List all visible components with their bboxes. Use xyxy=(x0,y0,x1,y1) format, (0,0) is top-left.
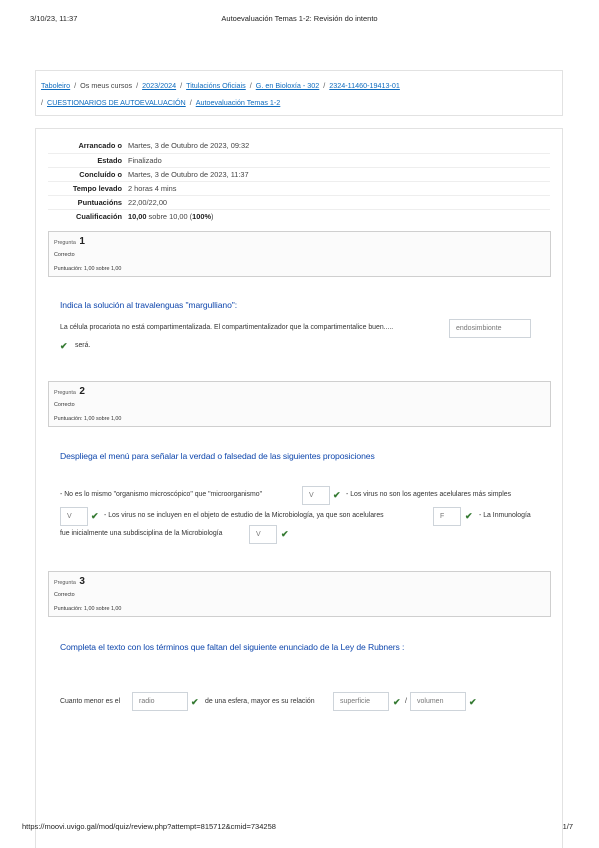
question-text-1: Indica la solución al travalenguas "margulliano": xyxy=(60,300,238,310)
summary-value: Martes, 3 de Outubro de 2023, 09:32 xyxy=(128,141,250,150)
print-date: 3/10/23, 11:37 xyxy=(30,14,78,23)
summary-label: Estado xyxy=(97,156,122,165)
question-info-3 xyxy=(48,571,551,617)
answer-field-endosimbionte[interactable]: endosimbionte xyxy=(449,319,531,338)
rubner-separator: / xyxy=(405,698,407,705)
breadcrumb-link-quiz[interactable]: Autoevaluación Temas 1-2 xyxy=(195,98,281,107)
question-number xyxy=(54,235,545,250)
select-answer-2[interactable]: V xyxy=(60,507,88,526)
summary-label: Arrancado o xyxy=(78,141,122,150)
question-label: Pregunta xyxy=(54,580,76,586)
proposition-4: - La Inmunología xyxy=(479,512,531,519)
question-state: Correcto xyxy=(54,252,75,258)
question-info-1 xyxy=(48,231,551,277)
breadcrumb-separator: / xyxy=(180,81,183,90)
question-number-value: 1 xyxy=(79,236,85,247)
summary-value: Finalizado xyxy=(128,156,162,165)
answer-field-superficie[interactable]: superficie xyxy=(333,692,389,711)
question-label: Pregunta xyxy=(54,390,76,396)
check-icon: ✔ xyxy=(60,341,68,351)
question-tail-1: será. xyxy=(75,342,91,349)
question-grade: Puntuación: 1,00 sobre 1,00 xyxy=(54,416,122,422)
breadcrumb-my-courses: Os meus cursos xyxy=(80,81,133,90)
rubner-text-1: Cuanto menor es el xyxy=(60,698,121,705)
answer-field-radio[interactable]: radio xyxy=(132,692,188,711)
question-state: Correcto xyxy=(54,592,75,598)
breadcrumb-link-degrees[interactable]: Titulacións Oficiais xyxy=(186,81,246,90)
breadcrumb-link-year[interactable]: 2023/2024 xyxy=(142,81,177,90)
breadcrumb-separator: / xyxy=(249,81,252,90)
proposition-1: - No es lo mismo "organismo microscópico" que "microorganismo" xyxy=(60,491,263,498)
grade-score: 10,00 xyxy=(128,212,147,221)
breadcrumb-separator: / xyxy=(189,98,192,107)
rubner-text-2: de una esfera, mayor es su relación xyxy=(205,698,315,705)
summary-row-state xyxy=(48,153,550,167)
breadcrumb-link-questionnaires[interactable]: CUESTIONARIOS DE AUTOEVALUACIÓN xyxy=(47,98,186,107)
summary-row-started xyxy=(48,139,550,153)
quiz-review-content xyxy=(35,128,563,848)
breadcrumb-link-dashboard[interactable]: Taboleiro xyxy=(41,81,71,90)
print-header xyxy=(30,14,569,26)
question-state: Correcto xyxy=(54,402,75,408)
question-number-value: 3 xyxy=(79,576,85,587)
check-icon: ✔ xyxy=(393,697,401,707)
breadcrumb-separator: / xyxy=(136,81,139,90)
question-text-3: Completa el texto con los términos que faltan del siguiente enunciado de la Ley de Rubners : xyxy=(60,642,405,652)
check-icon: ✔ xyxy=(191,697,199,707)
grade-middle: sobre 10,00 ( xyxy=(146,212,193,221)
select-answer-4[interactable]: V xyxy=(249,525,277,544)
select-answer-3[interactable]: F xyxy=(433,507,461,526)
breadcrumb-link-biology[interactable]: G. en Bioloxía - 302 xyxy=(255,81,320,90)
summary-label: Cualificación xyxy=(76,212,122,221)
check-icon: ✔ xyxy=(333,490,341,500)
summary-row-grade xyxy=(48,209,550,223)
summary-label: Tempo levado xyxy=(72,184,122,193)
check-icon: ✔ xyxy=(465,511,473,521)
proposition-4-continued: fue inicialmente una subdisciplina de la Microbiología xyxy=(60,530,223,537)
question-grade: Puntuación: 1,00 sobre 1,00 xyxy=(54,606,122,612)
print-url: https://moovi.uvigo.gal/mod/quiz/review.php?attempt=815712&cmid=734258 xyxy=(22,822,276,831)
check-icon: ✔ xyxy=(91,511,99,521)
breadcrumb-separator: / xyxy=(323,81,326,90)
question-info-2 xyxy=(48,381,551,427)
proposition-3: - Los virus no se incluyen en el objeto de estudio de la Microbiología, ya que son acelulares xyxy=(104,512,384,519)
summary-row-marks xyxy=(48,195,550,209)
question-grade: Puntuación: 1,00 sobre 1,00 xyxy=(54,266,122,272)
summary-row-completed xyxy=(48,167,550,181)
answer-field-volumen[interactable]: volumen xyxy=(410,692,466,711)
breadcrumb-separator: / xyxy=(41,98,43,107)
question-number-value: 2 xyxy=(79,386,85,397)
question-number xyxy=(54,385,545,400)
attempt-summary-table xyxy=(48,139,550,223)
select-answer-1[interactable]: V xyxy=(302,486,330,505)
breadcrumb xyxy=(35,70,563,116)
check-icon: ✔ xyxy=(469,697,477,707)
question-text-2: Despliega el menú para señalar la verdad o falsedad de las siguientes proposiciones xyxy=(60,451,375,461)
print-footer xyxy=(22,822,573,834)
summary-value: 22,00/22,00 xyxy=(128,198,168,207)
question-sentence-1: La célula procariota no está compartimentalizada. El compartimentalizador que la compartimentalice buen..... xyxy=(60,324,394,331)
summary-label: Concluído o xyxy=(79,170,122,179)
question-label: Pregunta xyxy=(54,240,76,246)
page-counter: 1/7 xyxy=(562,822,573,831)
grade-end: ) xyxy=(211,212,214,221)
summary-value: 2 horas 4 mins xyxy=(128,184,177,193)
summary-grade-value xyxy=(128,210,213,223)
question-number xyxy=(54,575,545,590)
summary-label: Puntuacións xyxy=(77,198,122,207)
proposition-2: - Los virus no son los agentes acelulares más simples xyxy=(346,491,512,498)
grade-percent: 100% xyxy=(192,212,212,221)
breadcrumb-link-course[interactable]: 2324-11460-19413-01 xyxy=(329,81,400,90)
breadcrumb-separator: / xyxy=(74,81,77,90)
print-title: Autoevaluación Temas 1-2: Revisión do intento xyxy=(221,14,378,23)
check-icon: ✔ xyxy=(281,529,289,539)
summary-value: Martes, 3 de Outubro de 2023, 11:37 xyxy=(128,170,249,179)
summary-row-time-taken xyxy=(48,181,550,195)
